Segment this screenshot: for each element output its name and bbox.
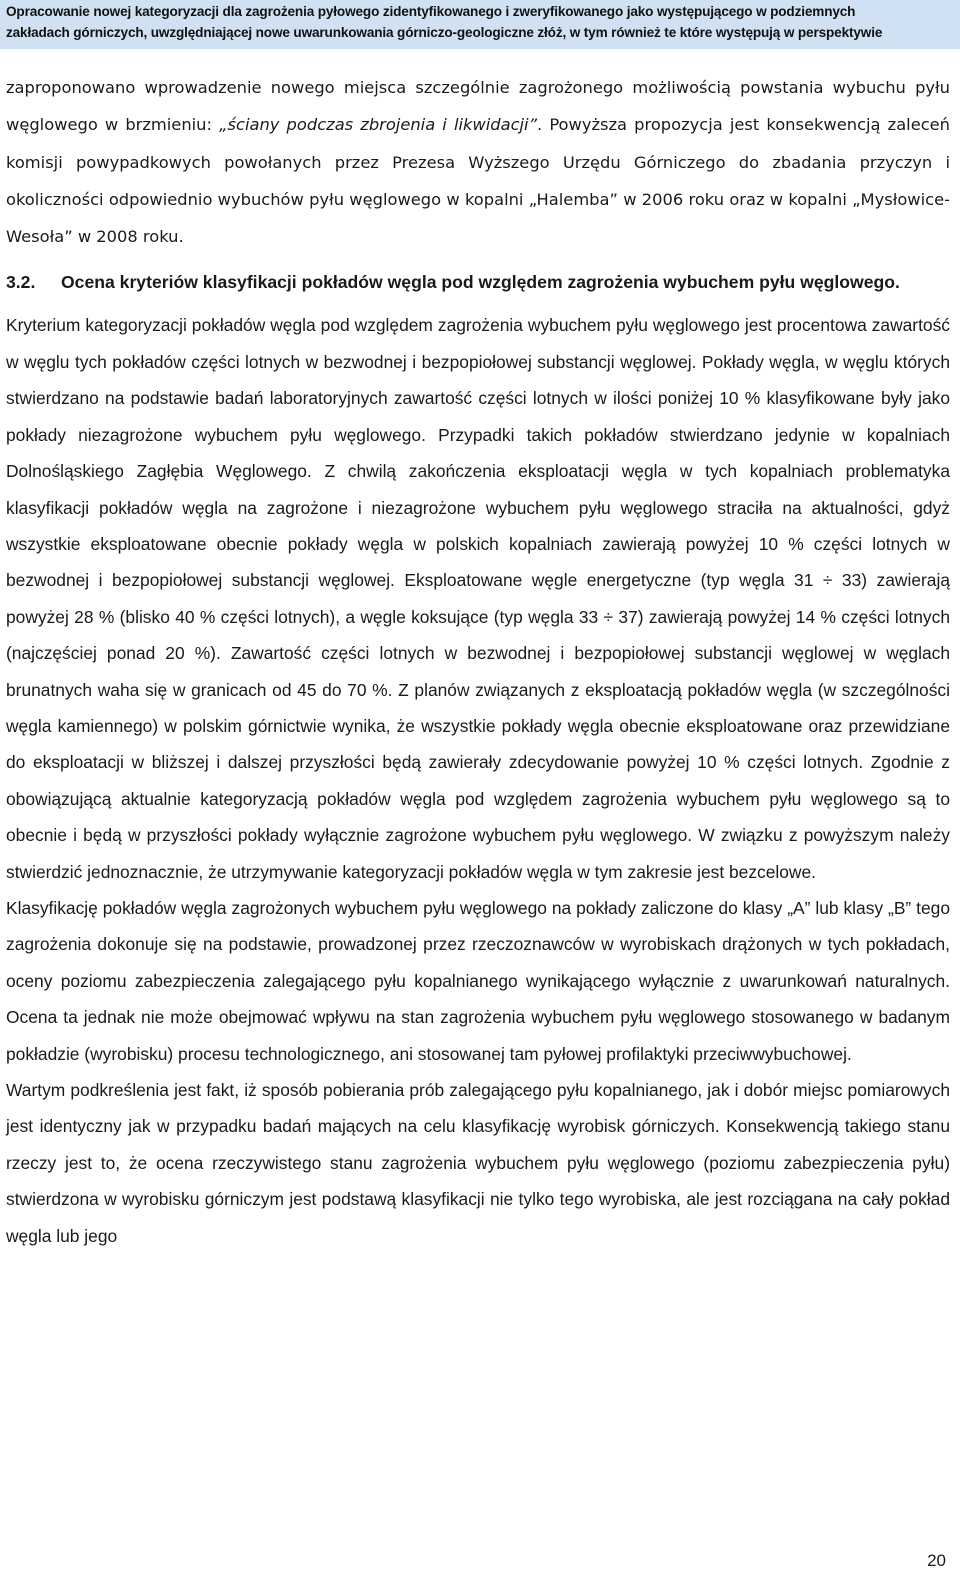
intro-text-1: zaproponowano wprowadzenie nowego miejsca szczególnie zagrożonego możliwością powstania wybuchu pyłu węglowego w brzmieniu: xyxy=(6,78,950,135)
section-heading xyxy=(6,266,950,298)
paragraph-1: Kryterium kategoryzacji pokładów węgla pod względem zagrożenia wybuchem pyłu węglowego jest procentowa zawartość w węglu tych pokładów części lotnych w bezwodnej i bezpopiołowej substancji węglowej. Pokłady węgla, w węglu których stwierdzano na podstawie badań laboratoryjnych zawartość części lotnych w ilości poniżej 10 % klasyfikowane były jako pokłady niezagrożone wybuchem pyłu węglowego. Przypadki takich pokładów stwierdzano jedynie w kopalniach Dolnośląskiego Zagłębia Węglowego. Z chwilą zakończenia eksploatacji węgla w tych kopalniach problematyka klasyfikacji pokładów węgla na zagrożone i niezagrożone wybuchem pyłu węglowego straciła na aktualności, gdyż wszystkie eksploatowane obecnie pokłady węgla w polskich kopalniach zawierają powyżej 10 % części lotnych w bezwodnej i bezpopiołowej substancji węglowej. Eksploatowane węgle energetyczne (typ węgla 31 ÷ 33) zawierają powyżej 28 % (blisko 40 % części lotnych), a węgle koksujące (typ węgla 33 ÷ 37) zawierają powyżej 14 % części lotnych (najczęściej ponad 20 %). Zawartość części lotnych w bezwodnej i bezpopiołowej substancji węglowej w węglach brunatnych waha się w granicach od 45 do 70 %. Z planów związanych z eksploatacją pokładów węgla (w szczególności węgla kamiennego) w polskim górnictwie wynika, że wszystkie pokłady węgla obecnie eksploatowane oraz przewidziane do eksploatacji w bliższej i dalszej przyszłości będą zawierały zdecydowanie powyżej 10 % części lotnych. Zgodnie z obowiązującą aktualnie kategoryzacją pokładów węgla pod względem zagrożenia wybuchem pyłu węglowego są to obecnie i będą w przyszłości pokłady wyłącznie zagrożone wybuchem pyłu węglowego. W związku z powyższym należy stwierdzić jednoznacznie, że utrzymywanie kategoryzacji pokładów węgla w tym zakresie jest bezcelowe. xyxy=(6,315,950,882)
header-line-1: Opracowanie nowej kategoryzacji dla zagrożenia pyłowego zidentyfikowanego i zweryfikowanego jako występującego w podziemnych xyxy=(6,4,856,19)
intro-italic-text: „ściany podczas zbrojenia i likwidacji” xyxy=(219,115,538,135)
section-content xyxy=(6,307,950,1254)
header-line-2: zakładach górniczych, uwzględniającej nowe uwarunkowania górniczo-geologiczne złóż, w tym również te które występują w perspektywie xyxy=(6,25,883,40)
paragraph-2: Klasyfikację pokładów węgla zagrożonych wybuchem pyłu węglowego na pokłady zaliczone do klasy „A” lub klasy „B” tego zagrożenia dokonuje się na podstawie, prowadzonej przez rzeczoznawców w wyrobiskach drążonych w tych pokładach, oceny poziomu zabezpieczenia zalegającego pyłu kopalnianego wynikającego wyłącznie z uwarunkowań naturalnych. Ocena ta jednak nie może obejmować wpływu na stan zagrożenia wybuchem pyłu węglowego stosowanego w badanym pokładzie (wyrobisku) procesu technologicznego, ani stosowanej tam pyłowej profilaktyki przeciwwybuchowej. xyxy=(6,897,950,1064)
section-title: Ocena kryteriów klasyfikacji pokładów węgla pod względem zagrożenia wybuchem pyłu węglowego. xyxy=(61,272,900,293)
section-number: 3.2. xyxy=(6,272,36,293)
document-body xyxy=(6,69,950,1254)
intro-paragraph xyxy=(6,69,950,255)
paragraph-3: Wartym podkreślenia jest fakt, iż sposób pobierania prób zalegającego pyłu kopalnianego, jak i dobór miejsc pomiarowych jest identyczny jak w przypadku badań mających na celu klasyfikację wyrobisk górniczych. Konsekwencją takiego stanu rzeczy jest to, że ocena rzeczywistego stanu zagrożenia wybuchem pyłu węglowego (poziomu zabezpieczenia pyłu) stwierdzona w wyrobisku górniczym jest podstawą klasyfikacji nie tylko tego wyrobiska, ale jest rozciągana na cały pokład węgla lub jego xyxy=(6,1080,950,1246)
intro-text-2: . Powyższa propozycja jest konsekwencją zaleceń komisji powypadkowych powołanych przez Prezesa Wyższego Urzędu Górniczego do zbadania przyczyn i okoliczności odpowiednio wybuchów pyłu węglowego w kopalni „Halemba” w 2006 roku oraz w kopalni „Mysłowice-Wesoła” w 2008 roku. xyxy=(6,115,951,247)
page-number: 20 xyxy=(927,1551,946,1570)
running-header xyxy=(0,0,960,49)
